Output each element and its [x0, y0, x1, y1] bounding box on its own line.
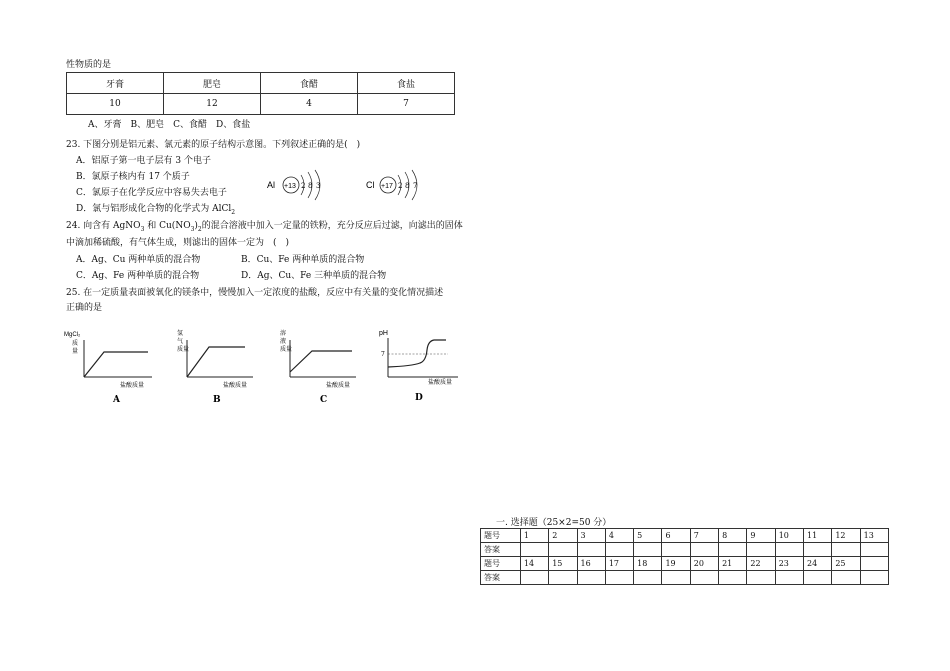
- cl-nucleus-charge: +17: [381, 183, 393, 190]
- q23-option-d-text: D．氯与铝形成化合物的化学式为 AlCl: [76, 204, 232, 214]
- answer-cell[interactable]: [690, 543, 718, 557]
- row-label: 题号: [481, 529, 521, 543]
- question-number: 9: [747, 529, 775, 543]
- question-number: 19: [662, 557, 690, 571]
- answer-cell[interactable]: [775, 571, 803, 585]
- graph-d-ylabel: pH: [379, 330, 388, 337]
- q24-line1: 24. 向含有 AgNO$_3$ 和 $Cu(NO_3)_2$的混合溶液中加入一定量的铁粉，充分反应后过滤，向滤出的固体: [66, 221, 463, 233]
- ph-table: [66, 72, 455, 115]
- ph-value-cell: 10: [67, 94, 164, 115]
- cl-shell-count: 8: [405, 182, 410, 190]
- answer-cell[interactable]: [860, 543, 888, 557]
- graph-a-curve: [84, 352, 148, 377]
- row-label: 答案: [481, 571, 521, 585]
- answer-cell[interactable]: [719, 543, 747, 557]
- question-number: 17: [605, 557, 633, 571]
- answer-cell[interactable]: [634, 543, 662, 557]
- question-number: 10: [775, 529, 803, 543]
- q24-sub: 2: [197, 225, 202, 233]
- q23-option-c: C．氯原子在化学反应中容易失去电子: [76, 188, 227, 198]
- question-number: 24: [804, 557, 832, 571]
- question-number: [860, 557, 888, 571]
- answer-cell[interactable]: [860, 571, 888, 585]
- q25-line2: 正确的是: [66, 303, 103, 313]
- graph-a-ylabel-3: 量: [72, 348, 79, 355]
- graph-a-xlabel: 盐酸质量: [120, 382, 145, 389]
- graph-a-label: A: [113, 395, 120, 405]
- answer-cell[interactable]: [577, 571, 605, 585]
- answer-cell[interactable]: [832, 571, 860, 585]
- question-number: 20: [690, 557, 718, 571]
- graph-b-label: B: [213, 395, 221, 405]
- question-number: 2: [549, 529, 577, 543]
- ph-header-cell: 食盐: [358, 73, 455, 94]
- q25-line1: 25. 在一定质量表面被氧化的镁条中，慢慢加入一定浓度的盐酸，反应中有关量的变化情况描述: [66, 288, 444, 298]
- q22-options: A、牙膏 B、肥皂 C、食醋 D、食盐: [88, 120, 251, 130]
- q24-option-b: B．Cu、Fe 两种单质的混合物: [241, 255, 365, 265]
- answer-row-blank-2: [481, 571, 889, 585]
- ph-header-cell: 食醋: [261, 73, 358, 94]
- graph-b-ylabel-2: 气: [177, 338, 184, 345]
- answer-cell[interactable]: [832, 543, 860, 557]
- answer-cell[interactable]: [577, 543, 605, 557]
- cl-symbol: Cl: [366, 180, 375, 190]
- q24-text-a: 24. 向含有 AgNO: [66, 221, 141, 231]
- cl-shell-count: 7: [413, 182, 418, 190]
- graph-b: [165, 326, 265, 406]
- graph-d-curve: [388, 340, 446, 367]
- graph-d-xlabel: 盐酸质量: [428, 379, 453, 386]
- question-number: 23: [775, 557, 803, 571]
- answer-cell[interactable]: [605, 571, 633, 585]
- answer-cell[interactable]: [747, 571, 775, 585]
- question-number: 1: [520, 529, 548, 543]
- al-symbol: Al: [267, 180, 276, 190]
- row-label: 答案: [481, 543, 521, 557]
- q24-option-c: C．Ag、Fe 两种单质的混合物: [76, 271, 200, 281]
- ph-value-cell: 7: [358, 94, 455, 115]
- al-shell-count: 8: [308, 182, 313, 190]
- q24-option-d: D．Ag、Cu、Fe 三种单质的混合物: [241, 271, 387, 281]
- al-atom-diagram: [265, 168, 345, 202]
- graph-a: [60, 326, 160, 406]
- cl-atom-diagram: [364, 168, 444, 202]
- question-number: 16: [577, 557, 605, 571]
- graph-c-curve: [290, 351, 352, 372]
- graph-c-ylabel: 溶: [280, 330, 287, 337]
- answer-cell[interactable]: [520, 571, 548, 585]
- q23-option-d: [76, 201, 235, 216]
- question-number: 18: [634, 557, 662, 571]
- al-nucleus-charge: +13: [284, 183, 296, 190]
- answer-sheet-title: 一. 选择题（25×2=50 分）: [496, 518, 612, 528]
- question-number: 13: [860, 529, 888, 543]
- q24-text-c: 的混合溶液中加入一定量的铁粉，充分反应后过滤，向滤出的固体: [201, 221, 463, 231]
- answer-cell[interactable]: [662, 571, 690, 585]
- ph-header-cell: 牙膏: [67, 73, 164, 94]
- ph-header-cell: 肥皂: [164, 73, 261, 94]
- graph-a-ylabel-2: 质: [72, 340, 79, 347]
- answer-row-numbers-2: [481, 557, 889, 571]
- graph-c: [270, 326, 370, 406]
- graph-c-label: C: [320, 395, 328, 405]
- ph-value-cell: 12: [164, 94, 261, 115]
- q23-option-a: A．铝原子第一电子层有 3 个电子: [76, 156, 211, 166]
- graph-b-xlabel: 盐酸质量: [223, 382, 248, 389]
- graph-b-curve: [187, 347, 245, 377]
- q23-option-d-sub: 2: [231, 208, 236, 216]
- answer-cell[interactable]: [804, 571, 832, 585]
- q24-sub: 3: [140, 225, 145, 233]
- answer-cell[interactable]: [662, 543, 690, 557]
- question-number: 11: [804, 529, 832, 543]
- answer-cell[interactable]: [549, 543, 577, 557]
- answer-cell[interactable]: [605, 543, 633, 557]
- graph-d-ph-mark: 7: [381, 351, 385, 358]
- answer-cell[interactable]: [719, 571, 747, 585]
- q23-option-b: B．氯原子核内有 17 个质子: [76, 172, 190, 182]
- graph-b-ylabel-3: 质量: [177, 346, 190, 353]
- answer-cell[interactable]: [549, 571, 577, 585]
- question-number: 6: [662, 529, 690, 543]
- answer-cell[interactable]: [634, 571, 662, 585]
- question-number: 15: [549, 557, 577, 571]
- answer-cell[interactable]: [804, 543, 832, 557]
- q24-text-b: 和 Cu(NO: [147, 221, 191, 231]
- al-shell-count: 3: [316, 182, 321, 190]
- cl-shell-count: 2: [398, 182, 403, 190]
- graph-d-label: D: [415, 393, 423, 403]
- question-number: 5: [634, 529, 662, 543]
- graph-c-xlabel: 盐酸质量: [326, 382, 351, 389]
- q24-sub: 3: [190, 225, 195, 233]
- graph-c-ylabel-3: 质量: [280, 346, 293, 353]
- graph-c-ylabel-2: 液: [280, 338, 287, 345]
- q24-option-a: A．Ag、Cu 两种单质的混合物: [76, 255, 201, 265]
- q24-line2: 中滴加稀硫酸，有气体生成，则滤出的固体一定为 ( ): [66, 238, 290, 248]
- answer-cell[interactable]: [520, 543, 548, 557]
- ph-value-cell: 4: [261, 94, 358, 115]
- row-label: 题号: [481, 557, 521, 571]
- question-number: 25: [832, 557, 860, 571]
- q23-stem: 23. 下图分别是铝元素、氯元素的原子结构示意图。下列叙述正确的是( ): [66, 140, 361, 150]
- answer-cell[interactable]: [747, 543, 775, 557]
- graph-d: [372, 326, 472, 406]
- answer-row-numbers-1: [481, 529, 889, 543]
- question-number: 21: [719, 557, 747, 571]
- answer-row-blank-1: [481, 543, 889, 557]
- question-number: 7: [690, 529, 718, 543]
- answer-cell[interactable]: [690, 571, 718, 585]
- question-number: 22: [747, 557, 775, 571]
- question-number: 8: [719, 529, 747, 543]
- intro-text: 性物质的是: [66, 60, 112, 70]
- answer-sheet-table: [480, 528, 889, 585]
- question-number: 4: [605, 529, 633, 543]
- al-shell-count: 2: [301, 182, 306, 190]
- question-number: 14: [520, 557, 548, 571]
- question-number: 12: [832, 529, 860, 543]
- graph-b-ylabel: 氢: [177, 330, 184, 337]
- graph-a-ylabel: MgCl₂: [64, 332, 81, 338]
- question-number: 3: [577, 529, 605, 543]
- answer-cell[interactable]: [775, 543, 803, 557]
